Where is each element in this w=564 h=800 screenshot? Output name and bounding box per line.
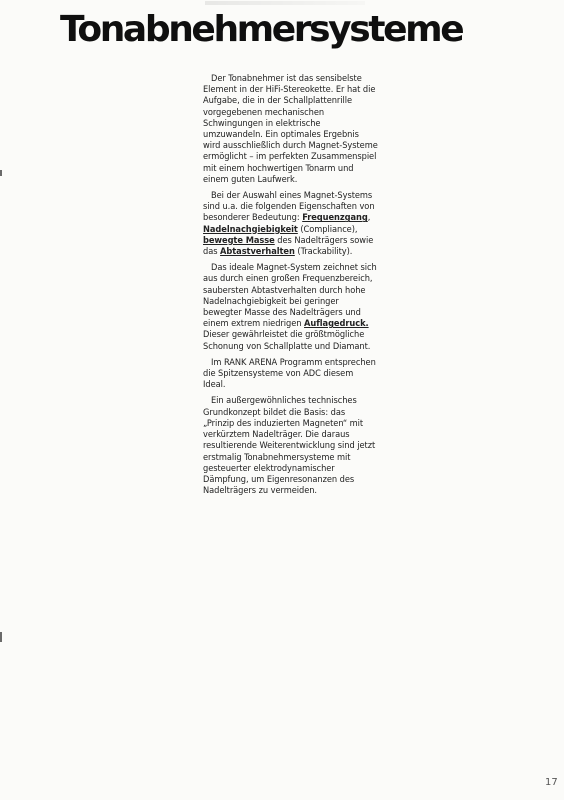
underlined-term: Nadelnachgiebigkeit bbox=[203, 223, 298, 235]
article-paragraph bbox=[203, 190, 378, 257]
paragraph-text: Im RANK ARENA Programm entsprechen die Spitzensysteme von ADC diesem Ideal. bbox=[203, 356, 376, 391]
page-number: 17 bbox=[545, 777, 558, 788]
paragraph-text: (Trackability). bbox=[294, 246, 353, 258]
underlined-term: Abtastverhalten bbox=[220, 246, 295, 258]
article-body bbox=[203, 73, 378, 501]
paragraph-text: Der Tonabnehmer ist das sensibelste Element in der HiFi-Stereokette. Er hat die Aufgabe, die in der Schallplattenrille vorgegebenen mechanischen Schwingungen in elektrische umzuwandeln. Ein optimales Ergebnis wird ausschließlich durch Magnet-Systeme ermöglicht – im perfekten Zusammenspiel mit einem hochwertigen Tonarm und einem guten Laufwerk. bbox=[203, 73, 378, 185]
paragraph-text: des Nadelträgers sowie das bbox=[203, 234, 374, 258]
page-title: Tonabnehmersysteme bbox=[60, 9, 463, 50]
page-edge-mark bbox=[0, 170, 2, 176]
paragraph-text: Das ideale Magnet-System zeichnet sich aus durch einen großen Frequenzbereich, saubersten Abtastverhalten durch hohe Nadelnachgiebigkeit bei geringer bewegter Masse des Nadelträgers und einem extrem niedrigen bbox=[203, 262, 377, 330]
article-paragraph bbox=[203, 262, 378, 352]
paragraph-text: , bbox=[367, 212, 371, 224]
underlined-term: Frequenzgang bbox=[302, 212, 368, 224]
paragraph-text: Dieser gewährleistet die größtmögliche Schonung von Schallplatte und Diamant. bbox=[203, 329, 371, 352]
underlined-term: Auflagedruck. bbox=[304, 318, 369, 330]
article-paragraph bbox=[203, 357, 378, 391]
article-paragraph bbox=[203, 73, 378, 185]
paragraph-text: Bei der Auswahl eines Magnet-Systems sind u.a. die folgenden Eigenschaften von besonderer Bedeutung: bbox=[203, 190, 375, 224]
paragraph-text: Ein außergewöhnliches technisches Grundkonzept bildet die Basis: das „Prinzip des induzierten Magneten“ mit verkürztem Nadelträger. Die daraus resultierende Weiterentwicklung sind jetzt erstmalig Tonabnehmersysteme mit gesteuerter elektrodynamischer Dämpfung, um Eigenresonanzen des Nadelträgers zu vermeiden. bbox=[203, 395, 376, 497]
underlined-term: bewegte Masse bbox=[203, 234, 275, 246]
paragraph-text: (Compliance), bbox=[297, 223, 358, 235]
page-edge-mark bbox=[0, 632, 2, 642]
scan-shadow-top bbox=[205, 1, 365, 5]
article-paragraph bbox=[203, 395, 378, 496]
